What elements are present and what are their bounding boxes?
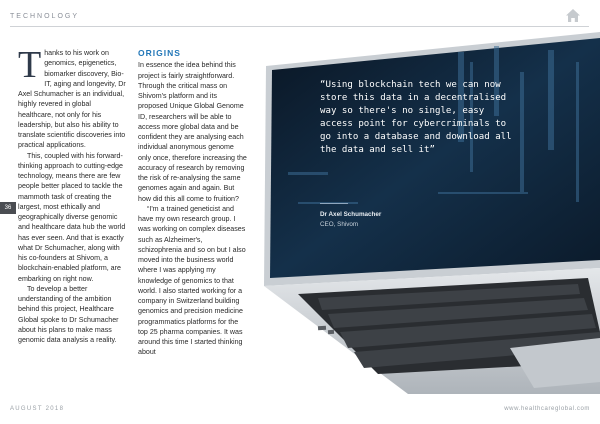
issue-date: AUGUST 2018	[10, 406, 65, 412]
paragraph: hanks to his work on genomics, epigenetics, biomarker discovery, Bio-IT, aging and longevity, Dr Axel Schumacher is an individual, highly revered in global healthcare, not only for his leadership, but also his ability to translate scientific discoveries into practical applications.	[18, 49, 126, 150]
paragraph: “I'm a trained geneticist and have my own research group. I was working on complex diseases such as Alzheimer's, schizophrenia and so on but I also moved into the business world where I was applying my knowledge of genomics to that world. I also started working for a company in Switzerland building genomics and precision medicine programmatics platforms for the top 25 pharma companies. It was around this time I started thinking about	[138, 204, 246, 357]
article-column-2	[138, 48, 248, 358]
section-label: TECHNOLOGY	[10, 13, 80, 20]
home-icon[interactable]	[565, 8, 581, 23]
quote-author: Dr Axel Schumacher	[320, 211, 382, 218]
article-column-1	[18, 44, 128, 345]
page-number-left: 36	[0, 202, 16, 214]
header-rule	[10, 26, 589, 27]
website-link[interactable]: www.healthcareglobal.com	[504, 406, 590, 412]
subhead-origins: ORIGINS	[138, 48, 181, 58]
drop-cap: T	[18, 44, 42, 86]
quote-author-role: CEO, Shivom	[320, 221, 359, 228]
paragraph: To develop a better understanding of the ambition behind this project, Healthcare Global spoke to Dr Schumacher about his plans to make mass genomic data analysis a reality.	[18, 284, 119, 344]
paragraph: In essence the idea behind this project is fairly straightforward. Through the critical mass on Shivom's platform and its proposed Unique Global Genome ID, researchers will be able to access more global data and be confident they are analysing each individual anonymous genome only once, therefore increasing the accuracy of research by removing the risk of re-analysing the same genomes again and again. But how did this all come to fruition?	[138, 61, 247, 203]
quote-divider	[320, 203, 348, 204]
paragraph: This, coupled with his forward-thinking approach to cutting-edge technology, means there are few people better placed to tackle the mammoth task of creating the largest, most ethically and geographically diverse genomic and healthcare data hub the world has ever seen. And that is exactly what Dr Schumacher, along with his co-founders at Shivom, a blockchain-enabled platform, are embarking on right now.	[18, 151, 126, 283]
pull-quote: “Using blockchain tech we can now store this data in a decentralised way so there's no single, easy access point for cybercriminals to go into a database and download all the data and sell it”	[320, 80, 512, 155]
